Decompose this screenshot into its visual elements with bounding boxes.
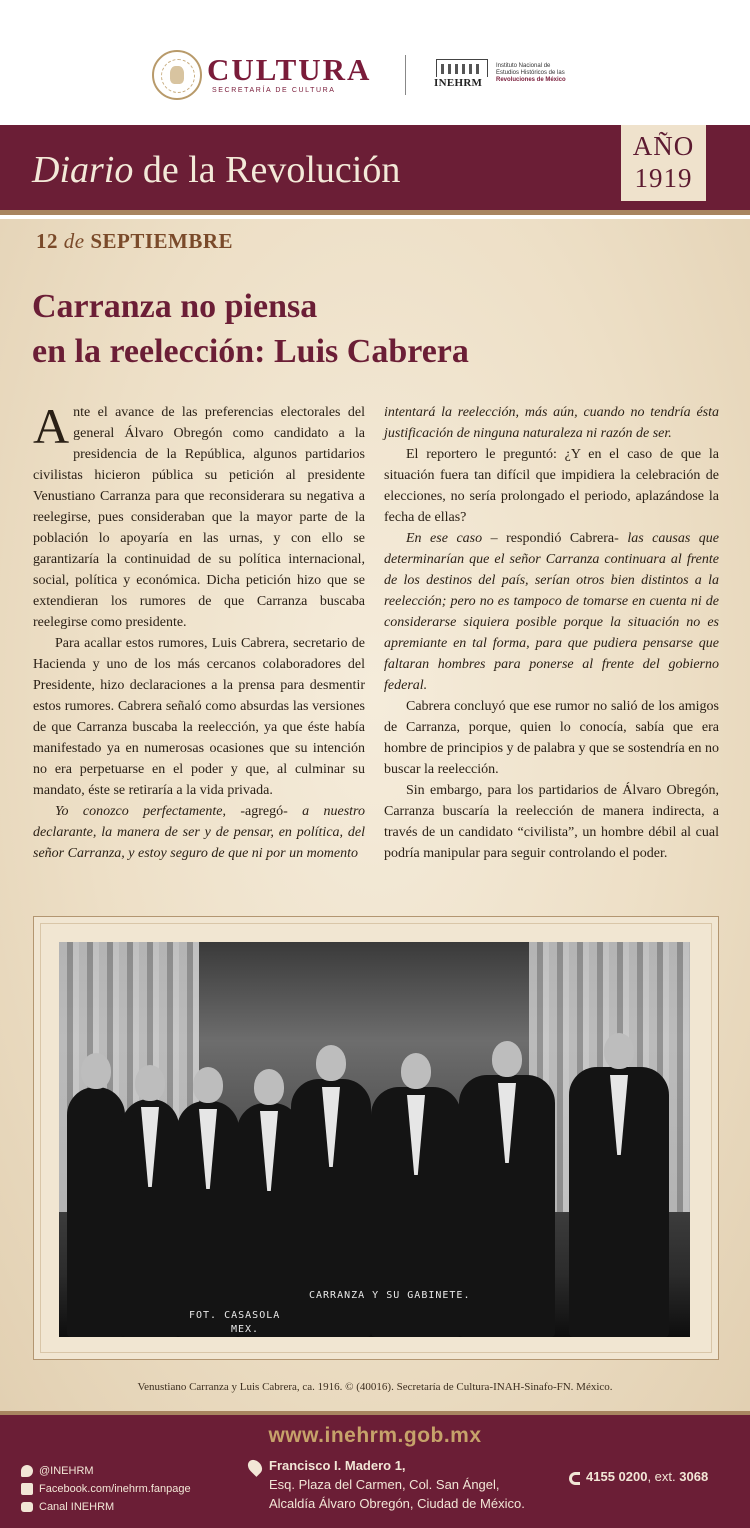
paragraph-text: nte el avance de las preferencias electorales del general Álvaro Obregón como candidato a la presidencia de la República, algunos partidarios civilistas hicieron pública su petición al presidente Venustiano Carranza para que reconsiderara su negativa a reelegirse, pues consideraban que la mayor parte de la población lo apoyaría en las urnas, y con ello se garantizaría la continuidad de su política internacional, social, política y económica. Dicha petición hizo que se extendieran los rumores de que Carranza buscaba reelegirse como presidente. [33, 405, 365, 630]
paragraph [33, 398, 365, 633]
inehrm-logo [434, 59, 490, 89]
phone-ext-label: , ext. [647, 1469, 680, 1484]
phone-icon [569, 1472, 580, 1485]
address-line2: Esq. Plaza del Carmen, Col. San Ángel, [269, 1477, 500, 1492]
social-links [21, 1462, 191, 1516]
headline-line1: Carranza no piensa [32, 288, 318, 325]
year-box [621, 125, 706, 201]
photo-inscription: MEX. [231, 1324, 260, 1335]
photo-inscription: FOT. CASASOLA [189, 1310, 281, 1321]
year-value: 1919 [634, 163, 693, 193]
website-link[interactable]: www.inehrm.gob.mx [268, 1424, 482, 1447]
headline-line2: en la reelección: Luis Cabrera [32, 333, 469, 370]
article-column-right [384, 402, 719, 864]
article-column-left [33, 398, 365, 864]
article-date [36, 229, 233, 254]
photo-figure [569, 1067, 669, 1337]
youtube-icon [21, 1502, 33, 1512]
cultura-brand-subtitle: SECRETARÍA DE CULTURA [212, 87, 336, 94]
quote-attribution: , -agregó- [222, 804, 303, 819]
twitter-handle: @INEHRM [39, 1465, 94, 1477]
inehrm-desc-line1: Instituto Nacional de [496, 63, 551, 69]
paragraph: El reportero le preguntó: ¿Y en el caso de que la situación fuera tan difícil que impidiera la celebración de elecciones, no sería prolongado el periodo, aplazándose la fecha de ellas? [384, 447, 719, 525]
paragraph [33, 801, 365, 864]
facebook-icon [21, 1483, 33, 1495]
quote-italic: las causas que determinarían que el señor Carranza continuara al frente de los destinos del país, serían otros bien distintos a la reelección; pero no es tampoco de tomarse en cuenta ni de considerarse siquiera posible porque la situación no es apremiante en tal forma, para que pudiera pensarse que faltaran hombres para ponerse al frente del gobierno federal. [384, 531, 719, 693]
twitter-icon [21, 1465, 33, 1477]
date-de: de [63, 229, 85, 253]
twitter-link[interactable] [21, 1462, 191, 1480]
date-month: SEPTIEMBRE [90, 229, 234, 253]
photo-caption: Venustiano Carranza y Luis Cabrera, ca. 1916. © (40016). Secretaría de Cultura-INAH-Sinafo-FN. México. [137, 1381, 613, 1393]
paragraph: Cabrera concluyó que ese rumor no salió de los amigos de Carranza, porque, quien lo conocía, sabía que era hombre de principios y de palabra y que se sostendría en no buscar la reelección. [384, 699, 719, 777]
paragraph: Sin embargo, para los partidarios de Álvaro Obregón, Carranza buscaría la reelección de manera indirecta, a través de un candidato “civilista”, un hombre débil al cual podría manipular para seguir controlando el poder. [384, 783, 719, 861]
youtube-link[interactable] [21, 1498, 191, 1516]
coat-of-arms-seal-icon [152, 50, 202, 100]
photo-figure [67, 1087, 125, 1337]
quote-attribution: – respondió Cabrera- [482, 531, 628, 546]
paragraph: intentará la reelección, más aún, cuando no tendría ésta justificación de ninguna naturaleza ni razón de ser. [384, 405, 719, 441]
inehrm-building-icon [436, 59, 488, 77]
headline [32, 284, 632, 374]
top-header [0, 0, 750, 125]
inehrm-description [496, 63, 586, 84]
series-title-italic: Diario [32, 149, 134, 191]
address-line3: Alcaldía Álvaro Obregón, Ciudad de México. [269, 1496, 525, 1511]
historic-photo [59, 942, 690, 1337]
photo-inscription: CARRANZA Y SU GABINETE. [309, 1290, 471, 1301]
drop-cap: A [33, 398, 70, 454]
address-block [252, 1456, 525, 1513]
quote-italic: Yo conozco perfectamente [55, 804, 223, 819]
paragraph: Para acallar estos rumores, Luis Cabrera, secretario de Hacienda y uno de los más cercanos colaboradores del Presidente, hizo declaraciones a la prensa para desmentir estos rumores. Cabrera señaló como absurdas las versiones de que Carranza buscaba la reelección, ya que éste había manifestado ya en numerosas ocasiones que su intención no era perpetuarse en el poder y que, al culminar su mandato, éste se retiraría a la vida privada. [33, 636, 365, 798]
date-day: 12 [36, 229, 58, 253]
inehrm-desc-line2: Estudios Históricos de las [496, 70, 565, 76]
quote-italic: En ese caso [406, 531, 483, 546]
inehrm-logo-text: INEHRM [434, 77, 483, 89]
quote-italic: a nuestro declarante, la manera de ser y de pensar, en política, del señor Carranza, y estoy seguro de que ni por un momento [33, 804, 365, 861]
address-line1: Francisco I. Madero 1, [269, 1458, 406, 1473]
phone-main: 4155 0200 [586, 1469, 648, 1484]
header-divider [405, 55, 406, 95]
phone-number [586, 1469, 708, 1484]
facebook-link[interactable] [21, 1480, 191, 1498]
photo-figure [177, 1101, 239, 1337]
inehrm-desc-line3: Revoluciones de México [496, 77, 566, 83]
cultura-brand: CULTURA [207, 52, 372, 87]
youtube-channel: Canal INEHRM [39, 1501, 115, 1513]
facebook-url: Facebook.com/inehrm.fanpage [39, 1483, 191, 1495]
phone-ext: 3068 [679, 1469, 709, 1484]
photo-figure [459, 1075, 555, 1337]
year-label: AÑO [632, 131, 695, 161]
series-title [32, 148, 400, 192]
series-title-rest: de la Revolución [133, 149, 401, 191]
photo-figure [121, 1099, 179, 1337]
paragraph [384, 528, 719, 696]
